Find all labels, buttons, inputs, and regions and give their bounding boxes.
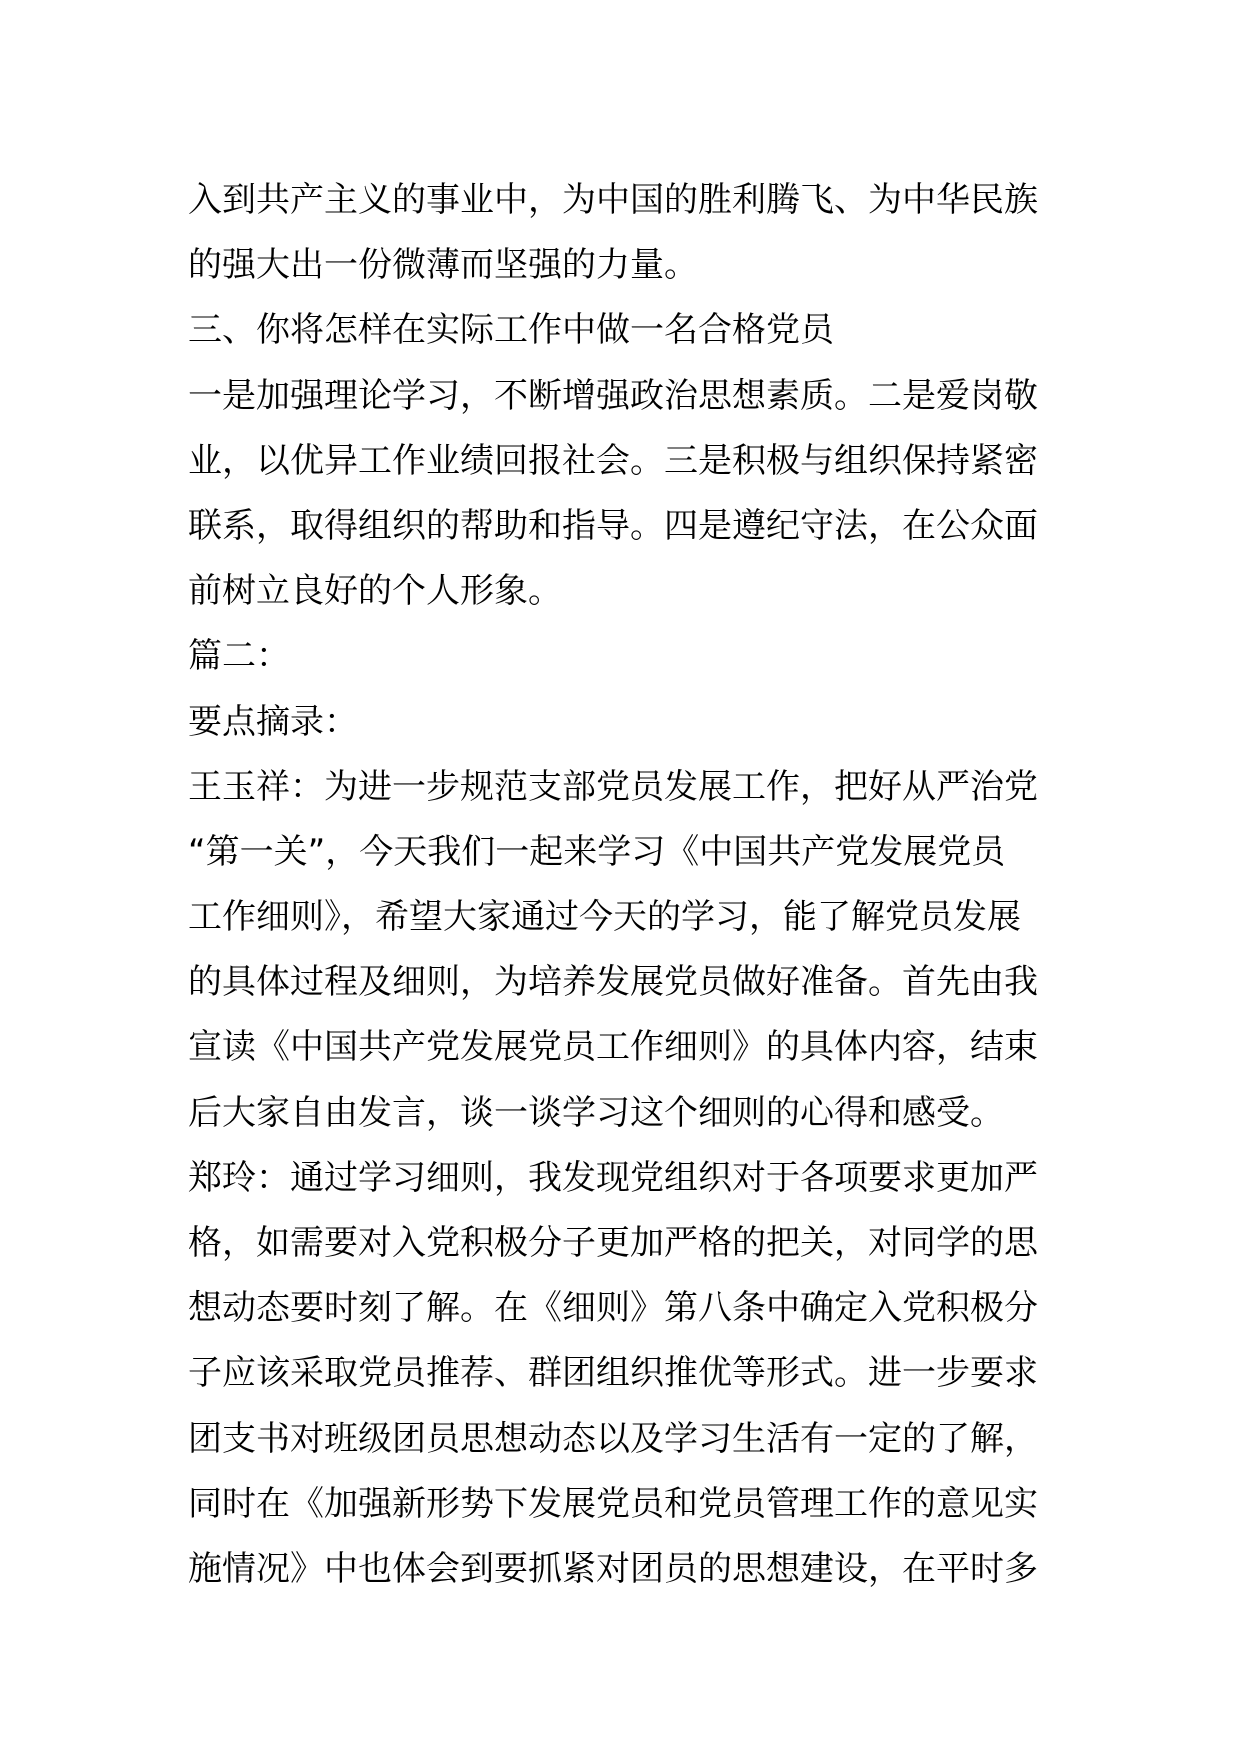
text-line: 一是加强理论学习，不断增强政治思想素质。二是爱岗敬 bbox=[188, 375, 1038, 416]
text-line: 团支书对班级团员思想动态以及学习生活有一定的了解， bbox=[188, 1418, 1038, 1459]
text-line: 想动态要时刻了解。在《细则》第八条中确定入党积极分 bbox=[188, 1288, 1038, 1329]
text-line: 业，以优异工作业绩回报社会。三是积极与组织保持紧密 bbox=[188, 440, 1038, 481]
text-line: 郑玲：通过学习细则，我发现党组织对于各项要求更加严 bbox=[188, 1157, 1038, 1198]
text-line: 的具体过程及细则，为培养发展党员做好准备。首先由我 bbox=[188, 962, 1038, 1003]
text-line: 联系，取得组织的帮助和指导。四是遵纪守法，在公众面 bbox=[188, 505, 1038, 546]
text-line: 施情况》中也体会到要抓紧对团员的思想建设，在平时多 bbox=[188, 1548, 1038, 1589]
text-line: 宣读《中国共产党发展党员工作细则》的具体内容，结束 bbox=[188, 1027, 1038, 1068]
text-line: 入到共产主义的事业中，为中国的胜利腾飞、为中华民族 bbox=[188, 180, 1038, 220]
text-line: 同时在《加强新形势下发展党员和党员管理工作的意见实 bbox=[188, 1483, 1038, 1524]
text-line: 的强大出一份微薄而坚强的力量。 bbox=[188, 245, 698, 286]
text-line: 王玉祥：为进一步规范支部党员发展工作，把好从严治党 bbox=[188, 766, 1038, 807]
text-line: 子应该采取党员推荐、群团组织推优等形式。进一步要求 bbox=[188, 1353, 1038, 1394]
section-heading: 三、你将怎样在实际工作中做一名合格党员 bbox=[188, 310, 834, 351]
text-line: 前树立良好的个人形象。 bbox=[188, 571, 562, 612]
subheading: 要点摘录： bbox=[188, 701, 358, 742]
text-line: 工作细则》，希望大家通过今天的学习，能了解党员发展 bbox=[188, 897, 1021, 938]
part-heading: 篇二： bbox=[188, 636, 290, 677]
text-line: “第一关”，今天我们一起来学习《中国共产党发展党员 bbox=[188, 831, 1006, 872]
document-body bbox=[188, 168, 1058, 1602]
text-line: 后大家自由发言，谈一谈学习这个细则的心得和感受。 bbox=[188, 1092, 1004, 1133]
text-line: 格，如需要对入党积极分子更加严格的把关，对同学的思 bbox=[188, 1223, 1038, 1263]
